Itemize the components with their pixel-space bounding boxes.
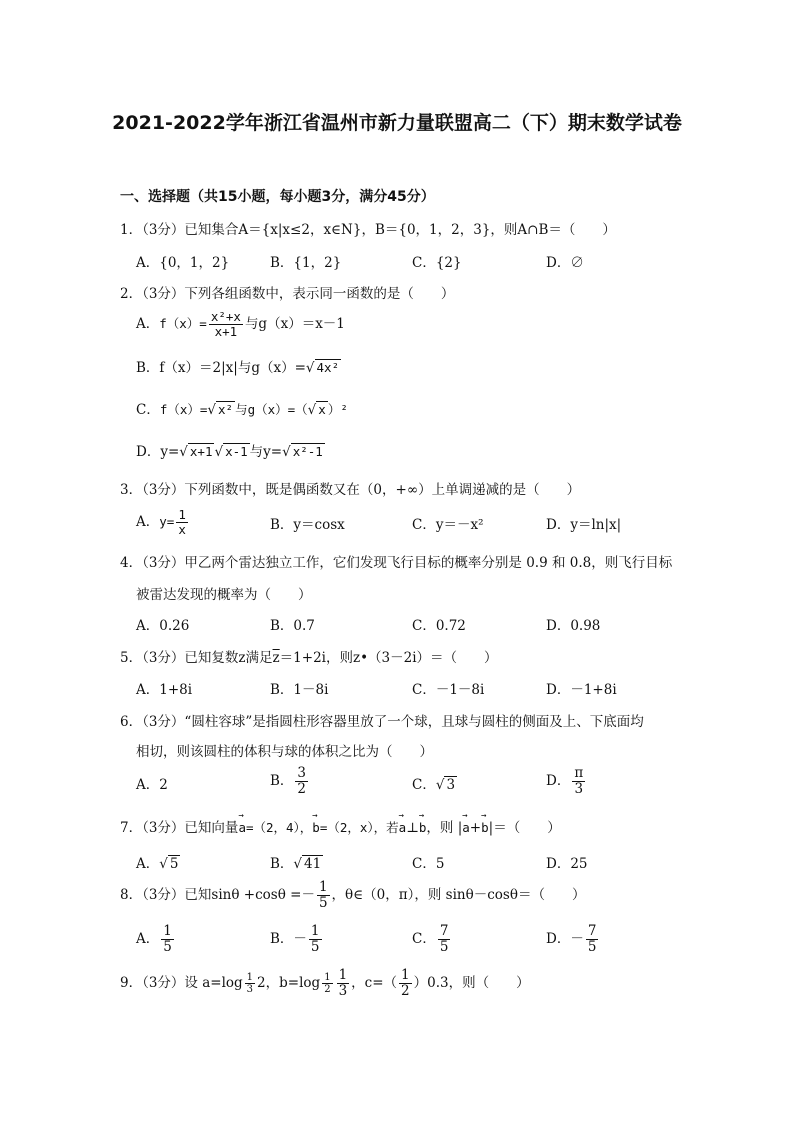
question-5: 5．（3分）已知复数z满足$\overline{z}=1+2i$，则z•（3－2i）＝（ ） (120, 650, 498, 666)
q8-option-a: A． $\frac{1}{5}$ (136, 923, 172, 955)
question-4-line-1: 4．（3分）甲乙两个雷达独立工作，它们发现飞行目标的概率分别是 0.9 和 0.8，则飞行目标 (120, 555, 673, 571)
q8-option-b: B．－ $\frac{1}{5}$ (270, 923, 320, 955)
q2-option-c: C．f（x）=√ x² 与g（x）=（√ x ）² (136, 402, 348, 418)
q3-option-b: B．y＝cosx (270, 517, 345, 533)
q1-option-d: D．∅ (546, 255, 584, 271)
question-1: 1．（3分）已知集合A＝{x|x≤2，x∈N}，B＝{0，1，2，3}，则A∩B＝（ ） (120, 222, 616, 238)
q1-option-b: B．{1，2} (270, 255, 342, 271)
q2-option-b: B．f（x）＝2|x|与g（x）=√ 4x² (136, 360, 340, 376)
question-7: 7．（3分）已知向量→ a=（2，4），→ b=（2，x），若→ a⊥→ b，则 |→ a+→ b|＝（ ） (120, 816, 561, 836)
question-6-line-1: 6．（3分）“圆柱容球”是指圆柱形容器里放了一个球，且球与圆柱的侧面及上、下底面均 (120, 714, 644, 730)
question-8: 8．（3分）已知sinθ +cosθ =－ $\frac{1}{5}$ ，θ∈（0，π），则 sinθ－cosθ＝（ ） (120, 879, 586, 911)
q3-option-c: C．y＝－x² (412, 517, 484, 533)
question-2: 2．（3分）下列各组函数中，表示同一函数的是（ ） (120, 286, 455, 302)
q7-option-d: D．25 (546, 856, 588, 872)
q7-option-b: B．√ 41 (270, 856, 322, 872)
question-6-line-2: 相切，则该圆柱的体积与球的体积之比为（ ） (136, 744, 433, 760)
q6-option-a: A．2 (136, 777, 168, 793)
q4-option-c: C．0.72 (412, 618, 466, 634)
exam-title: 2021-2022学年浙江省温州市新力量联盟高二（下）期末数学试卷 (112, 112, 682, 134)
q2-option-d: D．y=√ x+1 √ x-1 与y=√ x²-1 (136, 444, 323, 460)
q5-option-d: D．－1+8i (546, 682, 617, 698)
question-3: 3．（3分）下列函数中，既是偶函数又在（0，+∞）上单调递减的是（ ） (120, 482, 581, 498)
q6-option-b: B． $\frac{3}{2}$ (270, 765, 307, 797)
q4-option-d: D．0.98 (546, 618, 601, 634)
q1-option-c: C．{2} (412, 255, 462, 271)
q5-option-b: B．1－8i (270, 682, 329, 698)
q3-option-a: A．y= $\frac{1}{x}$ (136, 507, 186, 537)
q5-option-a: A．1+8i (136, 682, 193, 698)
q4-option-a: A．0.26 (136, 618, 190, 634)
q2-option-a: A．f（x）= $\frac{\text{x²+x}}{x+1}$ 与g（x）＝x－1 (136, 309, 345, 339)
q8-option-d: D．－ $\frac{7}{5}$ (546, 923, 597, 955)
q7-option-c: C．5 (412, 856, 445, 872)
q3-option-d: D．y＝ln|x| (546, 517, 622, 533)
q6-option-c: C．√ 3 (412, 777, 456, 793)
section-heading: 一、选择题（共15小题，每小题3分，满分45分） (120, 189, 435, 205)
question-4-line-2: 被雷达发现的概率为（ ） (136, 587, 312, 603)
question-9: 9．（3分）设 a=log $\frac{1}{3}$ 2，b=log $\frac{1}{2}$ $\frac{1}{3}$ ，c=（ $\frac{1}{2}$ ）0.3，则（ ） (120, 967, 530, 999)
q1-option-a: A．{0，1，2} (136, 255, 230, 271)
q4-option-b: B．0.7 (270, 618, 315, 634)
q8-option-c: C． $\frac{7}{5}$ (412, 923, 449, 955)
q6-option-d: D． $\frac{\pi}{3}$ (546, 765, 584, 797)
q5-option-c: C．－1－8i (412, 682, 485, 698)
q7-option-a: A．√ 5 (136, 856, 179, 872)
